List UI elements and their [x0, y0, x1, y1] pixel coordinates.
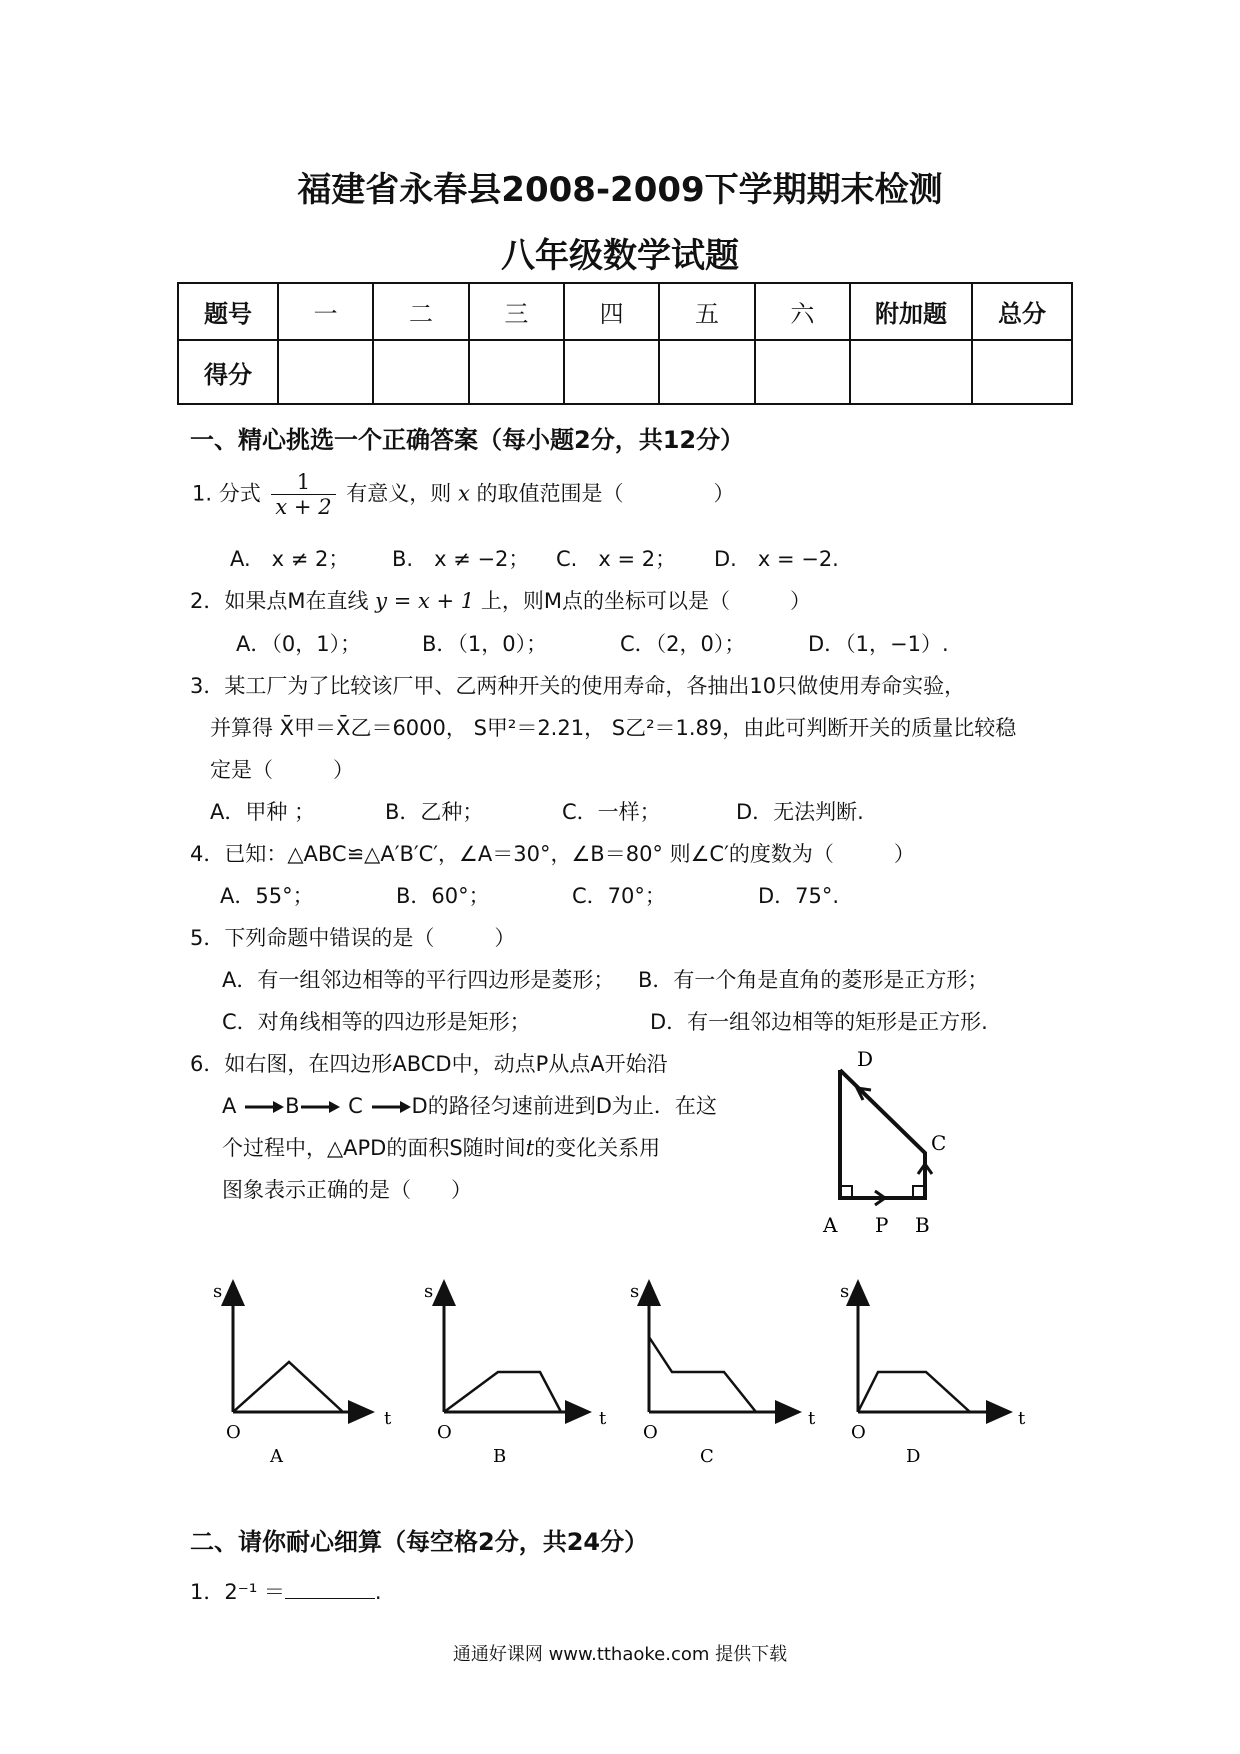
question-5	[190, 922, 515, 952]
q1-tail: 有意义，则	[346, 481, 452, 506]
q4-option: A．55°；	[220, 884, 314, 908]
graph-b	[424, 1281, 607, 1467]
q3-option: A．甲种 ；	[210, 800, 316, 824]
score-cell	[469, 340, 564, 404]
fraction-denominator: x + 2	[271, 494, 335, 519]
q2-option: C．（2，0）；	[620, 632, 746, 656]
q5-text: 5．下列命题中错误的是（	[190, 926, 435, 950]
q2-tail: 上，则M点的坐标可以是（	[480, 589, 730, 613]
score-cell	[972, 340, 1072, 404]
graph-origin-label: O	[437, 1422, 452, 1443]
path-point: B	[285, 1094, 300, 1118]
q5-close: ）	[494, 926, 516, 950]
score-table	[177, 282, 1073, 405]
q1-close: ）	[713, 481, 735, 506]
q3-option: D．无法判断.	[736, 800, 864, 824]
q5-option: C．对角线相等的四边形是矩形；	[222, 1010, 531, 1034]
section2-question-1	[190, 1576, 382, 1606]
q6-line4-text: 图象表示正确的是（	[222, 1178, 411, 1202]
graph-option-label: D	[906, 1446, 921, 1467]
q3-line3-text: 定是（	[210, 758, 273, 782]
score-cell	[564, 340, 659, 404]
question-1	[192, 470, 734, 519]
path-point: A	[222, 1094, 237, 1118]
q6-line2	[222, 1090, 717, 1120]
q2-option: D．（1，−1）.	[808, 632, 949, 656]
vertex-label-c: C	[931, 1131, 947, 1155]
q1-option: D. x = −2.	[714, 547, 839, 571]
q3-line1: 3．某工厂为了比较该厂甲、乙两种开关的使用寿命，各抽出10只做使用寿命实验，	[190, 674, 966, 698]
q2-option: A．（0，1）；	[236, 632, 362, 656]
q6-line3	[222, 1132, 660, 1162]
exam-subtitle: 八年级数学试题	[501, 236, 739, 276]
s2q1-expression: 2⁻¹ ＝	[224, 1580, 285, 1604]
score-cell	[373, 340, 468, 404]
graph-x-label: t	[1018, 1408, 1026, 1429]
graph-origin-label: O	[851, 1422, 866, 1443]
score-table-header-row	[178, 283, 1072, 340]
graph-x-label: t	[384, 1408, 392, 1429]
right-arrow-icon	[299, 1100, 341, 1114]
s2q1-end: .	[374, 1580, 382, 1604]
q6-line3-b: 的变化关系用	[534, 1136, 661, 1160]
q6-variable: t	[525, 1136, 535, 1160]
graph-x-label: t	[599, 1408, 607, 1429]
q2-equation: y = x + 1	[375, 589, 475, 613]
quadrilateral-figure	[815, 1048, 975, 1238]
graph-y-label: s	[213, 1281, 223, 1302]
score-header-cell: 二	[373, 283, 468, 340]
q2-lead: 2．如果点M在直线	[190, 589, 369, 613]
q6-line1: 6．如右图，在四边形ABCD中，动点P从点A开始沿	[190, 1052, 668, 1076]
vertex-label-d: D	[857, 1048, 874, 1071]
q3-option: C．一样；	[562, 800, 661, 824]
q1-lead: 1. 分式	[192, 481, 261, 506]
q4-close: ）	[893, 842, 915, 866]
footer-credit: 通通好课网 www.tthaoke.com 提供下载	[452, 1644, 788, 1665]
q4-text: 4．已知：△ABC≌△A′B′C′，∠A＝30°，∠B＝80° 则∠C′的度数为（	[190, 842, 834, 866]
fraction	[271, 470, 335, 519]
q6-line3-a: 个过程中，△APD的面积S随时间	[222, 1136, 526, 1160]
q5-option: D．有一组邻边相等的矩形是正方形.	[650, 1010, 988, 1034]
score-cell	[278, 340, 373, 404]
graph-origin-label: O	[643, 1422, 658, 1443]
vertex-label-a: A	[823, 1213, 838, 1237]
path-point: D	[411, 1094, 428, 1118]
graph-x-label: t	[808, 1408, 816, 1429]
q6-close: ）	[451, 1178, 472, 1202]
answer-blank[interactable]	[285, 1598, 375, 1599]
score-header-cell: 总分	[972, 283, 1072, 340]
graph-option-label: C	[700, 1446, 714, 1467]
score-header-cell: 附加题	[850, 283, 972, 340]
q1-option: B. x ≠ −2；	[392, 547, 530, 571]
q3-option: B．乙种；	[385, 800, 484, 824]
section2-heading: 二、请你耐心细算（每空格2分，共24分）	[190, 1528, 649, 1556]
graph-option-label: A	[270, 1446, 283, 1467]
score-row-label: 得分	[178, 340, 278, 404]
q3-line3	[210, 754, 354, 784]
q4-option: B．60°；	[396, 884, 490, 908]
score-header-cell: 三	[469, 283, 564, 340]
q3-close: ）	[333, 758, 354, 782]
q6-line2-tail: 的路径匀速前进到D为止．在这	[427, 1094, 717, 1118]
q2-option: B．（1，0）；	[422, 632, 548, 656]
right-arrow-icon	[370, 1100, 412, 1114]
q1-variable: x	[457, 481, 470, 506]
section1-heading: 一、精心挑选一个正确答案（每小题2分，共12分）	[190, 426, 745, 454]
score-header-cell: 五	[659, 283, 754, 340]
q1-option: A. x ≠ 2；	[230, 547, 350, 571]
score-header-cell: 六	[755, 283, 850, 340]
q1-tail2: 的取值范围是（	[476, 481, 624, 506]
q4-option: C．70°；	[572, 884, 666, 908]
score-cell	[755, 340, 850, 404]
point-label-p: P	[875, 1213, 889, 1237]
q4-option: D．75°.	[758, 884, 840, 908]
q5-option: A．有一组邻边相等的平行四边形是菱形；	[222, 968, 615, 992]
vertex-label-b: B	[915, 1213, 930, 1237]
score-header-cell: 题号	[178, 283, 278, 340]
graph-c	[630, 1281, 816, 1467]
score-cell	[659, 340, 754, 404]
s2q1-lead: 1．	[190, 1580, 225, 1604]
graph-y-label: s	[424, 1281, 434, 1302]
graph-a	[213, 1281, 392, 1467]
score-header-cell: 四	[564, 283, 659, 340]
graph-y-label: s	[630, 1281, 640, 1302]
graph-d	[840, 1281, 1026, 1467]
q1-option: C. x = 2；	[556, 547, 677, 571]
question-2	[190, 585, 811, 615]
q6-line4	[222, 1174, 472, 1204]
score-table-score-row	[178, 340, 1072, 404]
graph-origin-label: O	[226, 1422, 241, 1443]
right-arrow-icon	[243, 1100, 285, 1114]
q5-option: B．有一个角是直角的菱形是正方形；	[638, 968, 989, 992]
graph-option-label: B	[493, 1446, 507, 1467]
question-4	[190, 838, 915, 868]
graph-y-label: s	[840, 1281, 850, 1302]
exam-title: 福建省永春县2008-2009下学期期末检测	[297, 170, 943, 210]
q2-close: ）	[789, 589, 811, 613]
fraction-numerator: 1	[296, 470, 311, 494]
score-cell	[850, 340, 972, 404]
answer-graphs	[200, 1270, 1080, 1470]
path-point: C	[348, 1094, 363, 1118]
q3-line2: 并算得 X̄甲＝X̄乙＝6000， S甲²＝2.21， S乙²＝1.89，由此可判断开关的质量比较稳	[210, 716, 1017, 740]
score-header-cell: 一	[278, 283, 373, 340]
